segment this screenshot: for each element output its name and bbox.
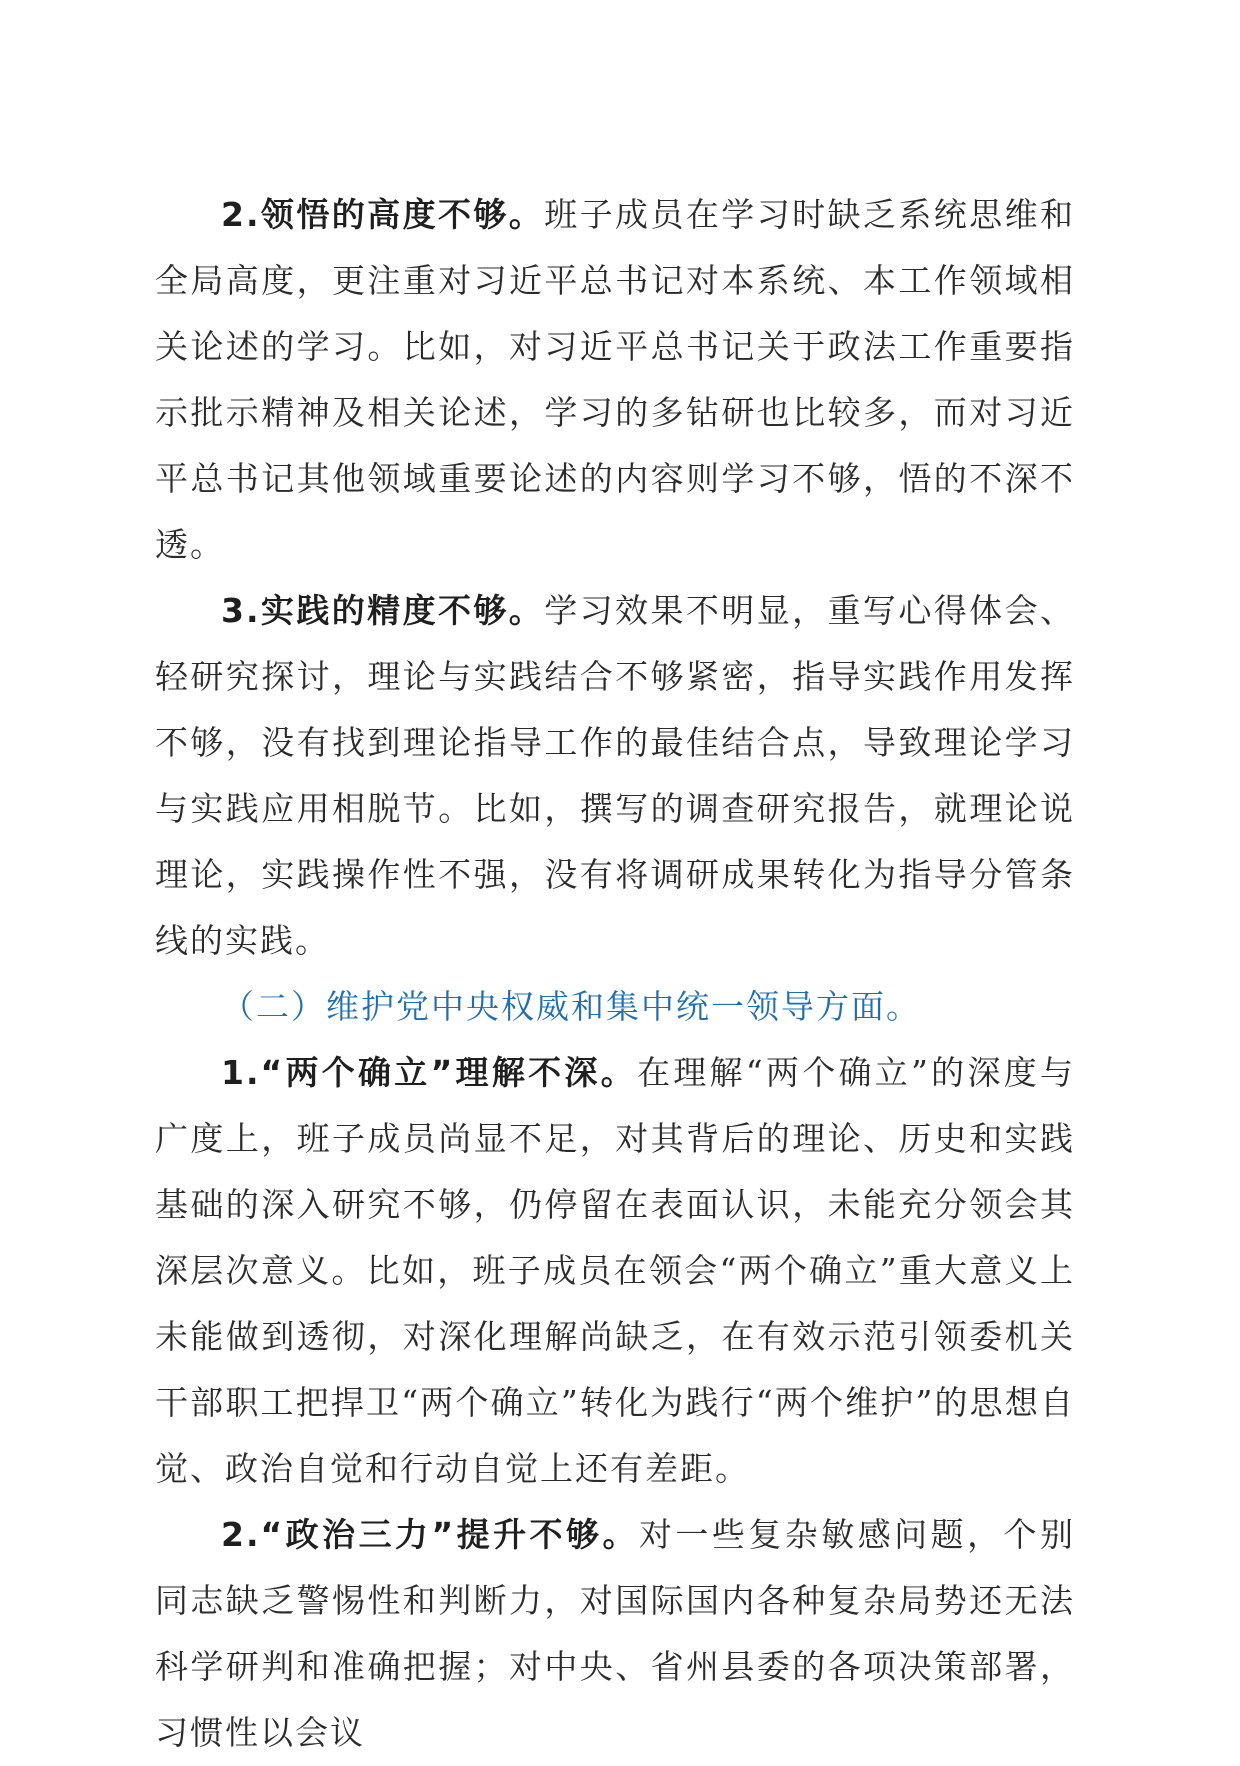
paragraph-two-establishments [155,1040,1075,1502]
paragraph-lead: 1.“两个确立”理解不深。 [221,1053,637,1092]
paragraph-lead: 2.领悟的高度不够。 [221,195,545,234]
paragraph-practice-precision [155,578,1075,974]
paragraph-political-capabilities [155,1502,1075,1766]
paragraph-lead: 3.实践的精度不够。 [221,591,545,630]
section-heading: （二）维护党中央权威和集中统一领导方面。 [221,987,921,1026]
paragraph-text: 对一些复杂敏感问题，个别同志缺乏警惕性和判断力，对国际国内各种复杂局势还无法科学研判和准确把握；对中央、省州县委的各项决策部署，习惯性以会议 [155,1515,1076,1752]
paragraph-text: 班子成员在学习时缺乏系统思维和全局高度，更注重对习近平总书记对本系统、本工作领域相关论述的学习。比如，对习近平总书记关于政法工作重要指示批示精神及相关论述，学习的多钻研也比较多，而对习近平总书记其他领域重要论述的内容则学习不够，悟的不深不透。 [155,195,1076,564]
paragraph-text: 学习效果不明显，重写心得体会、轻研究探讨，理论与实践结合不够紧密，指导实践作用发挥不够，没有找到理论指导工作的最佳结合点，导致理论学习与实践应用相脱节。比如，撰写的调查研究报告，就理论说理论，实践操作性不强，没有将调研成果转化为指导分管条线的实践。 [155,591,1076,960]
paragraph-text: 在理解“两个确立”的深度与广度上，班子成员尚显不足，对其背后的理论、历史和实践基础的深入研究不够，仍停留在表面认识，未能充分领会其深层次意义。比如，班子成员在领会“两个确立”重大意义上未能做到透彻，对深化理解尚缺乏，在有效示范引领委机关干部职工把捍卫“两个确立”转化为践行“两个维护”的思想自觉、政治自觉和行动自觉上还有差距。 [155,1053,1076,1488]
document-body [155,182,1075,1766]
paragraph-lead: 2.“政治三力”提升不够。 [221,1515,639,1554]
paragraph-comprehension-height [155,182,1075,578]
